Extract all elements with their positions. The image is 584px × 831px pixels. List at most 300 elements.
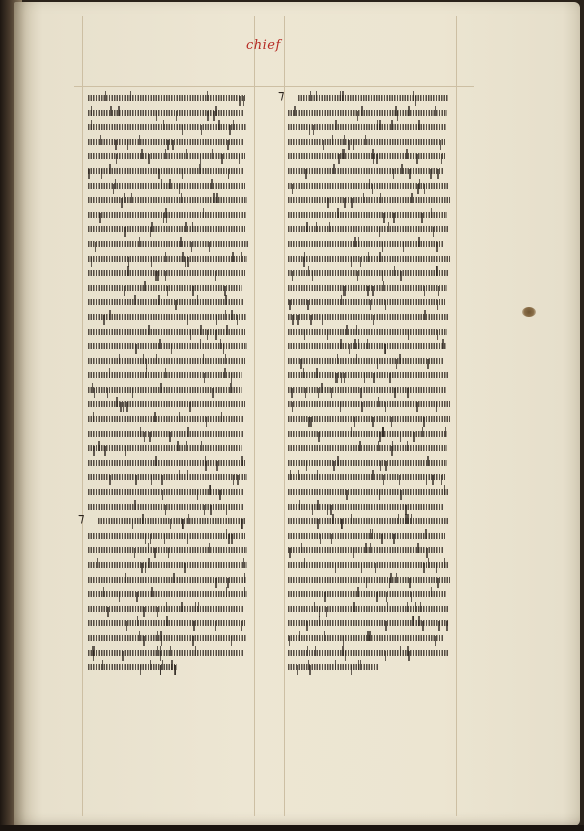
script-ascender xyxy=(165,252,166,262)
script-ink xyxy=(288,110,447,116)
script-ascender xyxy=(173,573,174,583)
script-ink xyxy=(88,183,245,189)
script-ascender xyxy=(174,665,175,675)
script-ink xyxy=(288,489,448,495)
script-ascender xyxy=(210,485,211,495)
script-ascender xyxy=(340,91,341,101)
script-line xyxy=(288,572,452,587)
script-ascender xyxy=(324,631,325,641)
script-ascender xyxy=(309,665,310,675)
script-ascender xyxy=(365,543,366,553)
script-ink xyxy=(288,212,447,218)
script-ascender xyxy=(243,558,244,568)
script-ink xyxy=(88,591,247,597)
script-line xyxy=(88,105,250,120)
script-ascender xyxy=(301,543,302,553)
script-ink xyxy=(88,139,243,145)
script-line xyxy=(288,601,452,616)
script-ascender xyxy=(372,470,373,480)
script-ascender xyxy=(333,164,334,174)
script-line xyxy=(288,324,452,339)
script-ascender xyxy=(372,149,373,159)
script-ink xyxy=(288,168,444,174)
script-line xyxy=(88,163,250,178)
script-ascender xyxy=(442,339,443,349)
script-ascender xyxy=(356,354,357,364)
script-ink xyxy=(288,650,448,656)
script-line xyxy=(288,557,452,572)
script-line xyxy=(88,499,250,514)
script-ink xyxy=(88,577,246,583)
folio-number xyxy=(559,10,579,22)
margin-note xyxy=(455,369,465,377)
script-line xyxy=(88,542,250,557)
script-ascender xyxy=(353,602,354,612)
script-ascender xyxy=(369,631,370,641)
script-ascender xyxy=(200,325,201,335)
script-ascender xyxy=(220,339,221,349)
script-ink xyxy=(88,124,246,130)
script-ascender xyxy=(131,193,132,203)
script-ascender xyxy=(297,665,298,675)
script-ascender xyxy=(139,135,140,145)
script-ascender xyxy=(124,193,125,203)
script-ascender xyxy=(329,222,330,232)
script-ascender xyxy=(159,339,160,349)
script-ascender xyxy=(230,383,231,393)
script-ascender xyxy=(143,354,144,364)
script-ascender xyxy=(139,237,140,247)
script-ascender xyxy=(304,558,305,568)
script-ascender xyxy=(319,616,320,626)
script-ascender xyxy=(140,427,141,437)
script-ascender xyxy=(401,164,402,174)
script-ascender xyxy=(200,339,201,349)
script-ascender xyxy=(418,616,419,626)
script-ascender xyxy=(340,339,341,349)
script-ascender xyxy=(303,368,304,378)
script-line xyxy=(88,630,250,645)
script-ascender xyxy=(428,558,429,568)
script-ink xyxy=(88,431,244,437)
script-ink xyxy=(88,401,245,407)
script-ink xyxy=(288,431,447,437)
script-ascender xyxy=(213,193,214,203)
script-ascender xyxy=(91,120,92,130)
script-ascender xyxy=(171,660,172,670)
script-ascender xyxy=(158,295,159,305)
running-heading: chief xyxy=(246,38,281,53)
script-ascender xyxy=(418,237,419,247)
script-ascender xyxy=(444,485,445,495)
script-ascender xyxy=(294,106,295,116)
script-ascender xyxy=(160,383,161,393)
script-ascender xyxy=(119,354,120,364)
script-ascender xyxy=(383,281,384,291)
script-ink xyxy=(288,372,449,378)
script-line xyxy=(88,265,250,280)
script-ascender xyxy=(127,266,128,276)
script-ascender xyxy=(91,106,92,116)
script-ascender xyxy=(337,456,338,466)
script-line xyxy=(88,411,250,426)
script-ascender xyxy=(225,295,226,305)
script-ascender xyxy=(359,441,360,451)
script-ascender xyxy=(182,252,183,262)
script-ascender xyxy=(93,412,94,422)
script-line xyxy=(288,134,452,149)
script-ascender xyxy=(100,135,101,145)
script-line xyxy=(288,353,452,368)
script-ascender xyxy=(134,500,135,510)
script-ascender xyxy=(427,456,428,466)
script-ascender xyxy=(310,91,311,101)
script-ascender xyxy=(332,514,333,524)
script-ascender xyxy=(186,441,187,451)
script-ascender xyxy=(444,558,445,568)
script-line xyxy=(288,294,452,309)
script-ascender xyxy=(203,208,204,218)
script-ink xyxy=(288,664,378,670)
script-ink xyxy=(88,95,245,101)
script-ascender xyxy=(363,193,364,203)
script-line xyxy=(88,382,250,397)
script-ascender xyxy=(201,441,202,451)
script-line xyxy=(88,484,250,499)
script-ascender xyxy=(369,179,370,189)
script-line xyxy=(288,513,452,528)
script-ascender xyxy=(226,529,227,539)
script-ascender xyxy=(166,602,167,612)
script-ink xyxy=(88,533,245,539)
script-line xyxy=(288,207,452,222)
script-ascender xyxy=(211,179,212,189)
script-ascender xyxy=(146,368,147,378)
script-line xyxy=(288,105,452,120)
script-ascender xyxy=(360,660,361,670)
script-line xyxy=(88,367,250,382)
script-ascender xyxy=(317,500,318,510)
script-ink xyxy=(288,577,450,583)
script-ink xyxy=(88,168,244,174)
script-ascender xyxy=(109,310,110,320)
script-ascender xyxy=(378,441,379,451)
script-line xyxy=(88,309,250,324)
script-ink xyxy=(88,474,247,480)
script-ascender xyxy=(221,412,222,422)
script-ink xyxy=(288,474,445,480)
script-ascender xyxy=(110,106,111,116)
script-line xyxy=(88,528,250,543)
script-ink xyxy=(88,241,248,247)
script-ascender xyxy=(431,587,432,597)
script-ink xyxy=(288,153,445,159)
script-ascender xyxy=(180,237,181,247)
script-ascender xyxy=(316,368,317,378)
script-line xyxy=(288,236,452,251)
script-ascender xyxy=(307,646,308,656)
script-ascender xyxy=(232,252,233,262)
script-ink xyxy=(88,445,242,451)
script-line xyxy=(288,659,452,674)
script-ascender xyxy=(379,120,380,130)
script-ascender xyxy=(225,310,226,320)
script-ascender xyxy=(342,646,343,656)
script-ascender xyxy=(162,660,163,670)
script-ascender xyxy=(186,149,187,159)
script-ascender xyxy=(445,427,446,437)
script-ink xyxy=(88,285,242,291)
script-ascender xyxy=(306,222,307,232)
script-ascender xyxy=(419,179,420,189)
script-ascender xyxy=(140,665,141,675)
script-ascender xyxy=(151,222,152,232)
script-ascender xyxy=(241,456,242,466)
script-ascender xyxy=(298,470,299,480)
script-ascender xyxy=(354,237,355,247)
script-ascender xyxy=(398,514,399,524)
script-line xyxy=(88,294,250,309)
script-ascender xyxy=(411,514,412,524)
text-column-right xyxy=(278,88,452,674)
script-line xyxy=(88,251,250,266)
script-ink xyxy=(288,533,445,539)
script-ink xyxy=(288,329,447,335)
script-ascender xyxy=(361,106,362,116)
script-ascender xyxy=(199,164,200,174)
text-column-left xyxy=(78,90,250,674)
script-line xyxy=(288,148,452,163)
script-ascender xyxy=(308,266,309,276)
script-line xyxy=(88,119,250,134)
script-line xyxy=(288,499,452,514)
script-ascender xyxy=(390,573,391,583)
script-line xyxy=(288,586,452,601)
script-ink xyxy=(288,620,449,626)
script-ink xyxy=(88,387,242,393)
script-ascender xyxy=(241,252,242,262)
script-line xyxy=(88,221,250,236)
script-ascender xyxy=(405,514,406,524)
script-ascender xyxy=(161,179,162,189)
script-ink xyxy=(288,460,447,466)
script-ascender xyxy=(165,368,166,378)
script-ink xyxy=(88,299,244,305)
script-line xyxy=(88,469,250,484)
script-ascender xyxy=(299,631,300,641)
script-ascender xyxy=(387,602,388,612)
script-ascender xyxy=(377,120,378,130)
script-ascender xyxy=(188,514,189,524)
parchment-stain xyxy=(522,307,536,317)
script-ascender xyxy=(436,266,437,276)
script-ascender xyxy=(391,120,392,130)
script-ascender xyxy=(137,616,138,626)
script-ink xyxy=(88,562,247,568)
script-ascender xyxy=(365,135,366,145)
script-ascender xyxy=(244,587,245,597)
script-ascender xyxy=(157,646,158,656)
script-ascender xyxy=(195,602,196,612)
script-ascender xyxy=(408,106,409,116)
script-ink xyxy=(288,241,444,247)
script-ascender xyxy=(399,354,400,364)
script-line xyxy=(88,455,250,470)
script-ascender xyxy=(225,354,226,364)
script-line xyxy=(88,572,250,587)
ruling-left-inner xyxy=(254,16,255,816)
script-ascender xyxy=(337,354,338,364)
script-ink xyxy=(88,329,245,335)
script-ink xyxy=(288,416,450,422)
script-ink xyxy=(88,226,245,232)
script-ascender xyxy=(422,427,423,437)
script-ink xyxy=(288,518,448,524)
script-ascender xyxy=(177,441,178,451)
ruling-top xyxy=(74,86,474,87)
script-ink xyxy=(288,358,444,364)
script-ascender xyxy=(226,587,227,597)
script-line xyxy=(88,280,250,295)
script-ascender xyxy=(148,543,149,553)
script-ascender xyxy=(165,149,166,159)
script-ascender xyxy=(418,120,419,130)
script-ascender xyxy=(388,222,389,232)
script-line xyxy=(88,338,250,353)
script-ascender xyxy=(356,325,357,335)
script-line xyxy=(88,645,250,660)
script-ascender xyxy=(412,616,413,626)
script-line xyxy=(288,119,452,134)
script-line xyxy=(288,455,452,470)
script-line xyxy=(288,367,452,382)
script-line xyxy=(88,601,250,616)
script-line xyxy=(288,163,452,178)
script-ascender xyxy=(317,470,318,480)
script-ascender xyxy=(215,106,216,116)
script-ascender xyxy=(181,193,182,203)
script-ascender xyxy=(115,179,116,189)
script-ascender xyxy=(233,120,234,130)
script-ascender xyxy=(197,295,198,305)
script-ascender xyxy=(346,325,347,335)
script-ascender xyxy=(130,91,131,101)
script-ascender xyxy=(344,135,345,145)
ruling-left-outer xyxy=(82,16,83,816)
script-line xyxy=(88,396,250,411)
script-ascender xyxy=(224,368,225,378)
script-ascender xyxy=(431,208,432,218)
script-ascender xyxy=(415,602,416,612)
script-ascender xyxy=(358,339,359,349)
ruling-right-inner xyxy=(456,16,457,816)
script-ascender xyxy=(198,602,199,612)
script-ascender xyxy=(144,281,145,291)
script-ascender xyxy=(420,602,421,612)
script-ascender xyxy=(203,354,204,364)
script-ascender xyxy=(216,193,217,203)
page-bottom-edge xyxy=(0,825,584,831)
script-ink xyxy=(288,387,446,393)
script-ascender xyxy=(435,106,436,116)
script-ascender xyxy=(218,120,219,130)
script-ascender xyxy=(179,412,180,422)
script-line xyxy=(288,615,452,630)
script-ascender xyxy=(342,91,343,101)
script-ascender xyxy=(192,222,193,232)
script-ascender xyxy=(118,106,119,116)
ruling-right-outer xyxy=(284,16,285,816)
script-ascender xyxy=(357,587,358,597)
script-ascender xyxy=(343,149,344,159)
script-ascender xyxy=(148,558,149,568)
script-line xyxy=(288,178,452,193)
script-ascender xyxy=(351,427,352,437)
script-line xyxy=(288,309,452,324)
script-ascender xyxy=(160,631,161,641)
script-ascender xyxy=(185,222,186,232)
script-ascender xyxy=(154,412,155,422)
script-ascender xyxy=(244,573,245,583)
script-line xyxy=(88,178,250,193)
script-line xyxy=(288,280,452,295)
script-ascender xyxy=(332,135,333,145)
script-ascender xyxy=(314,602,315,612)
script-line xyxy=(288,411,452,426)
script-line xyxy=(288,528,452,543)
script-ascender xyxy=(141,149,142,159)
script-ink xyxy=(288,606,448,612)
script-ascender xyxy=(134,295,135,305)
script-ascender xyxy=(407,441,408,451)
script-ascender xyxy=(372,529,373,539)
script-ascender xyxy=(299,500,300,510)
script-ascender xyxy=(315,646,316,656)
script-ascender xyxy=(316,222,317,232)
script-ink xyxy=(288,197,450,203)
script-ascender xyxy=(316,91,317,101)
script-line xyxy=(278,88,452,105)
initial-capital-mark: ⁊ xyxy=(78,511,85,527)
script-line xyxy=(88,324,250,339)
script-ink xyxy=(88,650,243,656)
script-ascender xyxy=(370,543,371,553)
script-ascender xyxy=(151,587,152,597)
script-ascender xyxy=(382,427,383,437)
script-ascender xyxy=(157,631,158,641)
script-ink xyxy=(288,299,445,305)
script-ink xyxy=(88,270,245,276)
script-line xyxy=(288,542,452,557)
script-ascender xyxy=(195,646,196,656)
script-line xyxy=(288,382,452,397)
script-ascender xyxy=(116,397,117,407)
script-ascender xyxy=(358,660,359,670)
script-line xyxy=(88,659,250,674)
script-ascender xyxy=(160,665,161,675)
script-ascender xyxy=(109,368,110,378)
script-ascender xyxy=(400,646,401,656)
script-ascender xyxy=(181,602,182,612)
script-ink xyxy=(288,401,450,407)
script-ascender xyxy=(351,514,352,524)
script-line xyxy=(288,645,452,660)
script-ascender xyxy=(424,310,425,320)
script-ascender xyxy=(417,543,418,553)
script-line xyxy=(88,192,250,207)
script-ink xyxy=(98,518,246,524)
script-ascender xyxy=(378,397,379,407)
